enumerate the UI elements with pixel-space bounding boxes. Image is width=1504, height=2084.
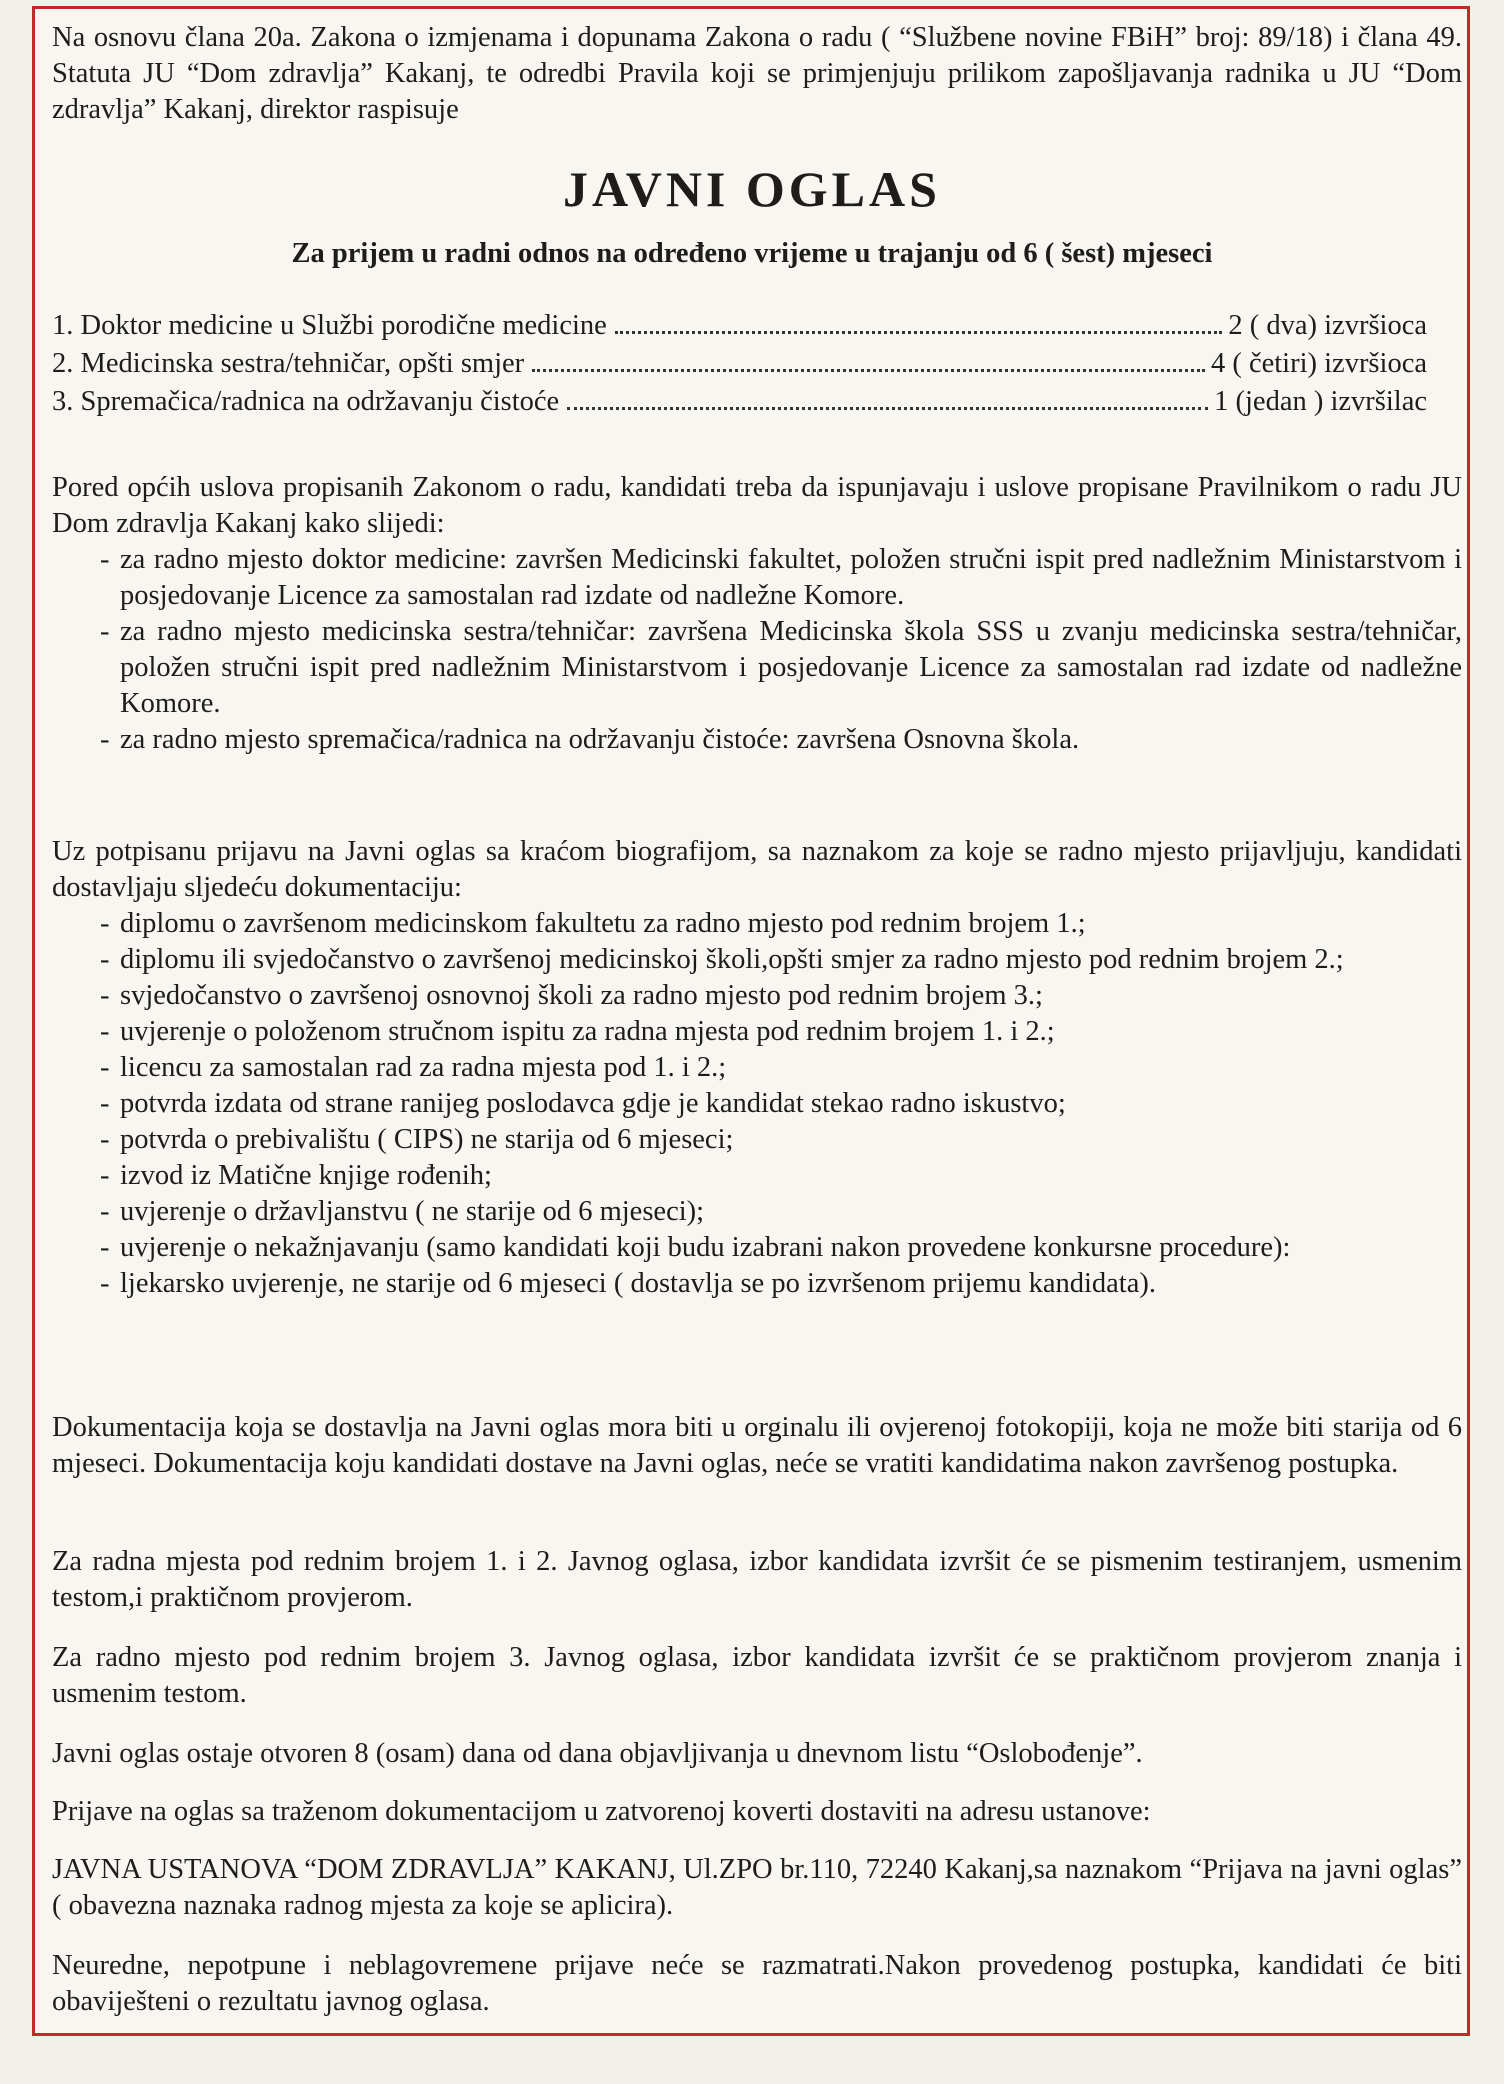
position-count: 2 ( dva) izvršioca <box>1228 310 1427 341</box>
document-item: - licencu za samostalan rad za radna mjesta pod 1. i 2.; <box>52 1050 1462 1086</box>
leader-dots <box>532 369 1205 372</box>
selection-paragraph-2: Za radno mjesto pod rednim brojem 3. Javnog oglasa, izbor kandidata izvršit će se praktičnom provjerom znanja i usmenim testom. <box>52 1642 1462 1709</box>
document-item: - uvjerenje o državljanstvu ( ne starije od 6 mjeseci); <box>52 1194 1462 1230</box>
documents-intro: Uz potpisanu prijavu na Javni oglas sa kraćom biografijom, sa naznakom za koje se radno mjesto prijavljuju, kandidati dostavljaju sljedeću dokumentaciju: <box>52 836 1462 903</box>
closing-paragraph: Neuredne, nepotpune i neblagovremene prijave neće se razmatrati.Nakon provedenog postupka, kandidati će biti obaviješteni o rezultatu javnog oglasa. <box>52 1950 1462 2017</box>
document-item: - ljekarsko uvjerenje, ne starije od 6 mjeseci ( dostavlja se po izvršenom prijemu kandidata). <box>52 1266 1462 1302</box>
position-label: 1. Doktor medicine u Službi porodične medicine <box>52 310 607 341</box>
document-item: - izvod iz Matične knjige rođenih; <box>52 1158 1462 1194</box>
selection-paragraph-1: Za radna mjesta pod rednim brojem 1. i 2. Javnog oglasa, izbor kandidata izvršit će se pismenim testiranjem, usmenim testom,i praktičnom provjerom. <box>52 1546 1462 1613</box>
position-label: 2. Medicinska sestra/tehničar, opšti smjer <box>52 348 525 379</box>
document-item: - diplomu ili svjedočanstvo o završenoj medicinskoj školi,opšti smjer za radno mjesto pod rednim brojem 2.; <box>52 942 1462 978</box>
conditions-intro: Pored općih uslova propisanih Zakonom o radu, kandidati treba da ispunjavaju i uslove propisane Pravilnikom o radu JU Dom zdravlja Kakanj kako slijedi: <box>52 472 1462 539</box>
condition-item: - za radno mjesto medicinska sestra/tehničar: završena Medicinska škola SSS u zvanju medicinska sestra/tehničar, položen stručni ispit pred nadležnim Ministarstvom i posjedovanje Licence za samostalan rad izdate od nadležne Komore. <box>52 614 1462 722</box>
position-row <box>52 386 1427 424</box>
leader-dots <box>567 407 1208 410</box>
condition-item: - za radno mjesto doktor medicine: završen Medicinski fakultet, položen stručni ispit pred nadležnim Ministarstvom i posjedovanje Licence za samostalan rad izdate od nadležne Komore. <box>52 542 1462 614</box>
document-item: - diplomu o završenom medicinskom fakultetu za radno mjesto pod rednim brojem 1.; <box>52 906 1462 942</box>
intro-paragraph: Na osnovu člana 20a. Zakona o izmjenama i dopunama Zakona o radu ( “Službene novine FBiH” broj: 89/18) i člana 49. Statuta JU “Dom zdravlja” Kakanj, te odredbi Pravila koji se primjenjuju prilikom zapošljavanja radnika u JU “Dom zdravlja” Kakanj, direktor raspisuje <box>52 22 1462 125</box>
address-paragraph: JAVNA USTANOVA “DOM ZDRAVLJA” KAKANJ, Ul.ZPO br.110, 72240 Kakanj,sa naznakom “Prijava na javni oglas” ( obavezna naznaka radnog mjesta za koje se aplicira). <box>52 1854 1462 1921</box>
document-subtitle: Za prijem u radni odnos na određeno vrijeme u trajanju od 6 ( šest) mjeseci <box>291 238 1213 269</box>
document-item: - potvrda izdata od strane ranijeg poslodavca gdje je kandidat stekao radno iskustvo; <box>52 1086 1462 1122</box>
position-row <box>52 348 1427 386</box>
position-label: 3. Spremačica/radnica na održavanju čistoće <box>52 386 560 417</box>
duration-paragraph: Javni oglas ostaje otvoren 8 (osam) dana od dana objavljivanja u dnevnom listu “Oslobođenje”. <box>52 1738 1143 1769</box>
condition-item: - za radno mjesto spremačica/radnica na održavanju čistoće: završena Osnovna škola. <box>52 722 1462 758</box>
position-row <box>52 310 1427 348</box>
document-item: - svjedočanstvo o završenoj osnovnoj školi za radno mjesto pod rednim brojem 3.; <box>52 978 1462 1014</box>
document-item: - uvjerenje o položenom stručnom ispitu za radna mjesta pod rednim brojem 1. i 2.; <box>52 1014 1462 1050</box>
document-title: JAVNI OGLAS <box>563 161 941 217</box>
documentation-paragraph: Dokumentacija koja se dostavlja na Javni oglas mora biti u orginalu ili ovjerenoj fotokopiji, koja ne može biti starija od 6 mjeseci. Dokumentacija koju kandidati dostave na Javni oglas, neće se vratiti kandidatima nakon završenog postupka. <box>52 1412 1462 1479</box>
submission-paragraph: Prijave na oglas sa traženom dokumentacijom u zatvorenoj koverti dostaviti na adresu ustanove: <box>52 1796 1151 1827</box>
documents-section <box>52 834 1462 1302</box>
leader-dots <box>615 331 1223 334</box>
conditions-section <box>52 470 1462 758</box>
document-item: - uvjerenje o nekažnjavanju (samo kandidati koji budu izabrani nakon provedene konkursne procedure): <box>52 1230 1462 1266</box>
document-item: - potvrda o prebivalištu ( CIPS) ne starija od 6 mjeseci; <box>52 1122 1462 1158</box>
position-count: 4 ( četiri) izvršioca <box>1210 348 1427 379</box>
position-count: 1 (jedan ) izvršilac <box>1214 386 1427 417</box>
positions-list <box>52 310 1427 424</box>
